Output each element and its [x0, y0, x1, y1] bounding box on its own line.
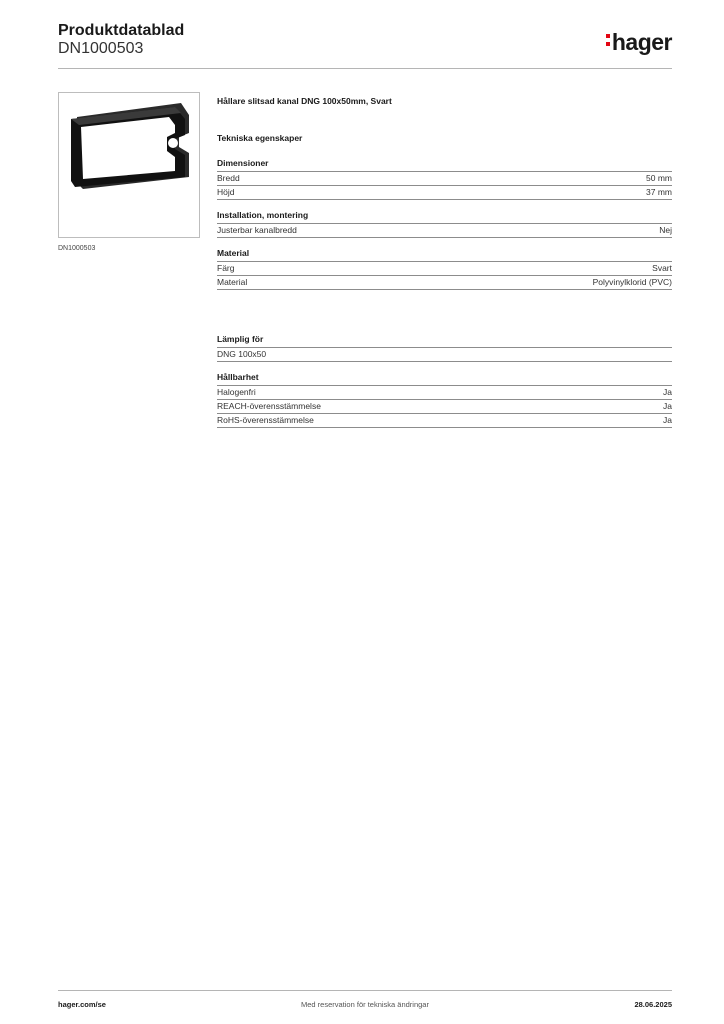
footer-website-link[interactable]: hager.com/se: [58, 1000, 106, 1009]
product-image: [58, 92, 200, 238]
footer-disclaimer: Med reservation för tekniska ändringar: [301, 1000, 429, 1009]
section-title: Hållbarhet: [217, 372, 672, 386]
spec-label: Färg: [217, 263, 235, 273]
spec-value: 50 mm: [646, 173, 672, 183]
section-material: [217, 248, 672, 290]
section-dimensions: [217, 158, 672, 200]
section-suitable-for: [217, 334, 672, 362]
spec-row: [217, 400, 672, 414]
cable-holder-icon: [63, 97, 195, 233]
spec-row: [217, 224, 672, 238]
section-title: Material: [217, 248, 672, 262]
product-details: [217, 96, 672, 438]
spec-value: Ja: [663, 401, 672, 411]
spec-value: Nej: [659, 225, 672, 235]
spec-value: Ja: [663, 387, 672, 397]
spec-row: [217, 386, 672, 400]
section-title: Dimensioner: [217, 158, 672, 172]
logo-text: hager: [611, 29, 672, 55]
spec-label: Bredd: [217, 173, 240, 183]
spec-label: Halogenfri: [217, 387, 256, 397]
hager-logo: [606, 30, 672, 54]
spec-label: RoHS-överensstämmelse: [217, 415, 314, 425]
spec-label: Höjd: [217, 187, 235, 197]
logo-dots-icon: [606, 34, 610, 47]
spec-row: [217, 276, 672, 290]
document-id: DN1000503: [58, 40, 144, 57]
spec-row: [217, 172, 672, 186]
section-title: Lämplig för: [217, 334, 672, 348]
section-installation: [217, 210, 672, 238]
spec-value: Ja: [663, 415, 672, 425]
spec-label: DNG 100x50: [217, 349, 267, 359]
tech-heading: Tekniska egenskaper: [217, 133, 303, 143]
spec-value: Svart: [652, 263, 672, 273]
spec-row: [217, 262, 672, 276]
spec-value: Polyvinylklorid (PVC): [592, 277, 672, 287]
spec-label: Justerbar kanalbredd: [217, 225, 297, 235]
spec-value: 37 mm: [646, 187, 672, 197]
spec-row: [217, 186, 672, 200]
section-sustainability: [217, 372, 672, 428]
spec-label: REACH-överensstämmelse: [217, 401, 321, 411]
footer-date: 28.06.2025: [634, 1000, 672, 1009]
page-footer: [58, 990, 672, 1013]
spec-row: [217, 348, 672, 362]
spec-row: [217, 414, 672, 428]
page-header: [58, 22, 672, 69]
spacer: [217, 300, 672, 334]
spec-label: Material: [217, 277, 248, 287]
product-title: Hållare slitsad kanal DNG 100x50mm, Svart: [217, 96, 392, 106]
section-title: Installation, montering: [217, 210, 672, 224]
image-caption: DN1000503: [58, 245, 96, 252]
document-type: Produktdatablad: [58, 22, 185, 39]
